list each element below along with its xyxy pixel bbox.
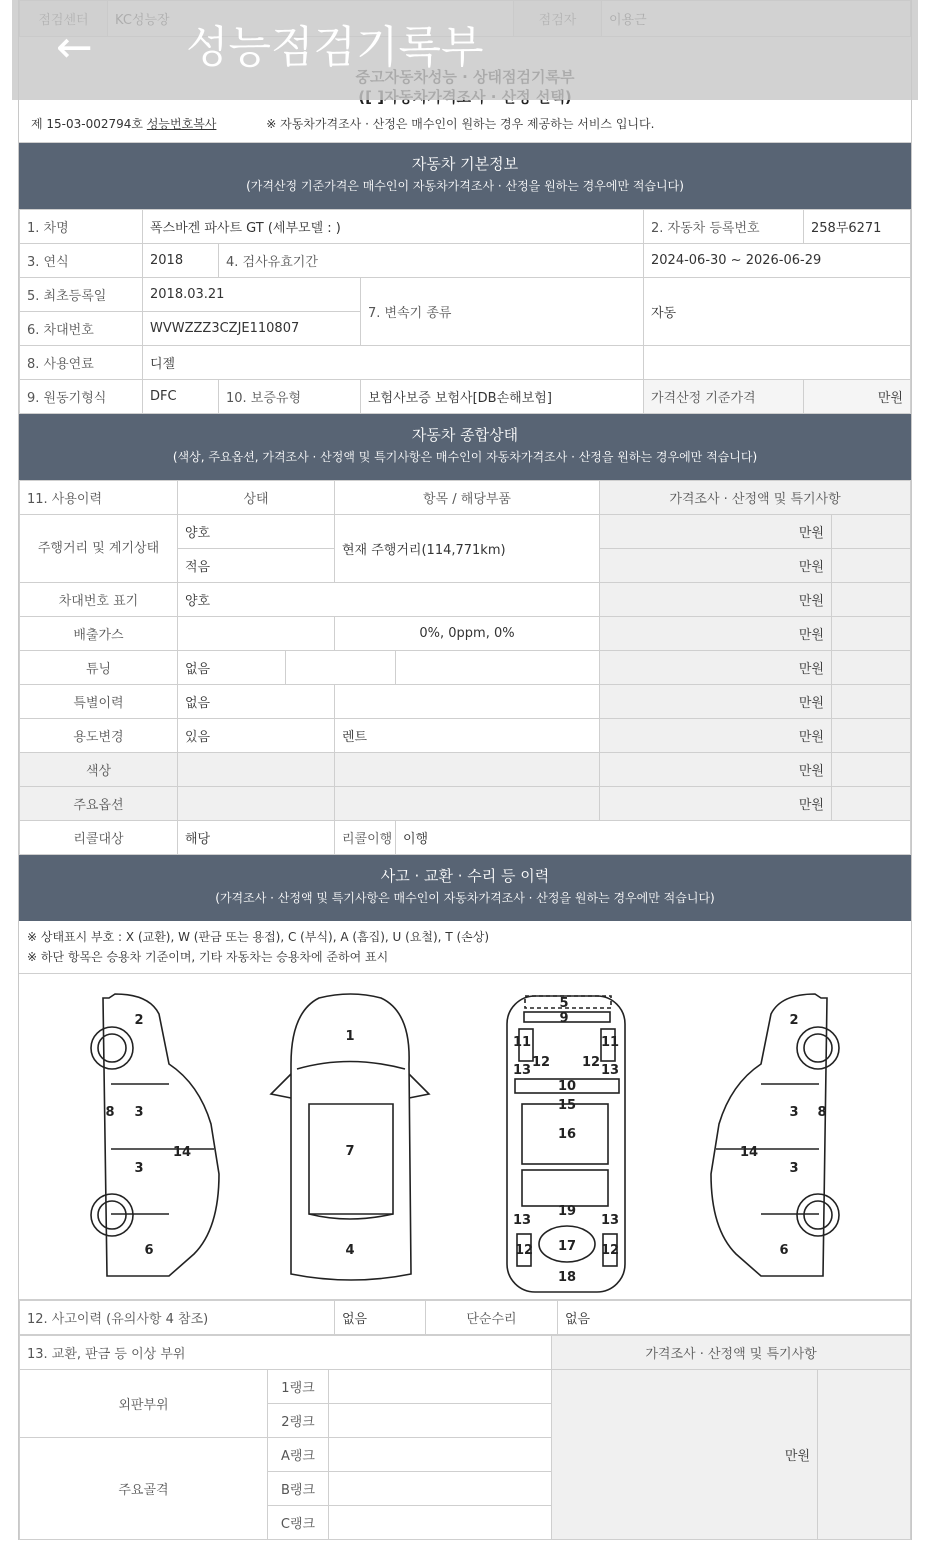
accident-value: 없음 [335, 1301, 426, 1335]
back-arrow-icon[interactable]: ← [56, 22, 93, 73]
part-label: 3 [789, 1105, 799, 1120]
part-label: 13 [600, 1063, 620, 1078]
vin-mark-price: 만원 [600, 583, 832, 617]
accident-title: 사고 · 교환 · 수리 등 이력 [380, 867, 550, 885]
tuning-state: 없음 [178, 651, 286, 685]
part-label: 10 [557, 1079, 577, 1094]
valid-period-value: 2024-06-30 ~ 2026-06-29 [644, 244, 911, 278]
part-label: 3 [134, 1105, 144, 1120]
part-label: 8 [817, 1105, 827, 1120]
emission-price: 만원 [600, 617, 832, 651]
part-label: 13 [512, 1213, 532, 1228]
reference-number: 제 15-03-002794호 [31, 117, 144, 131]
mileage-price-1: 만원 [600, 515, 832, 549]
inspection-sheet [18, 0, 912, 1540]
reg-no-label: 2. 자동차 등록번호 [644, 210, 804, 244]
special-price: 만원 [600, 685, 832, 719]
fuel-label: 8. 사용연료 [20, 346, 143, 380]
vin-mark-state: 양호 [178, 583, 600, 617]
special-label: 특별이력 [20, 685, 178, 719]
mileage-state-1: 양호 [178, 515, 335, 549]
part-label: 1 [345, 1029, 355, 1044]
transmission-label: 7. 변속기 종류 [361, 278, 644, 346]
fuel-value: 디젤 [143, 346, 644, 380]
price-unit: 만원 [804, 380, 911, 414]
part-label: 12 [600, 1243, 620, 1258]
tuning-price: 만원 [600, 651, 832, 685]
vin-value: WVWZZZ3CZJE110807 [143, 312, 361, 346]
app-title: 성능점검기록부 [186, 22, 484, 73]
left-side-car [91, 994, 219, 1276]
reg-no-value: 258무6271 [804, 210, 911, 244]
option-label: 주요옵션 [20, 787, 178, 821]
part-label: 15 [557, 1098, 577, 1113]
reference-note: ※ 자동차가격조사 · 산정은 매수인이 원하는 경우 제공하는 서비스 입니다. [266, 117, 655, 131]
part-label: 9 [559, 1011, 569, 1026]
part-label: 3 [789, 1161, 799, 1176]
legend-line-2: ※ 하단 항목은 승용차 기준이며, 기타 자동차는 승용차에 준하여 표시 [27, 950, 389, 964]
part-label: 12 [531, 1055, 551, 1070]
first-reg-value: 2018.03.21 [143, 278, 361, 312]
part-label: 5 [559, 996, 569, 1011]
year-label: 3. 연식 [20, 244, 143, 278]
frame-label: 주요골격 [20, 1438, 268, 1540]
car-name-value: 폭스바겐 파사트 GT (세부모델 : ) [143, 210, 644, 244]
car-diagram [19, 974, 911, 1300]
right-side-car [711, 994, 839, 1276]
part-label: 6 [779, 1243, 789, 1258]
rank-c: C랭크 [268, 1506, 329, 1540]
part-label: 12 [514, 1243, 534, 1258]
recall-done-label: 리콜이행 [335, 821, 396, 855]
price-label: 가격산정 기준가격 [644, 380, 804, 414]
car-name-label: 1. 차명 [20, 210, 143, 244]
recall-done-value: 이행 [396, 821, 911, 855]
simple-repair-value: 없음 [558, 1301, 911, 1335]
status-title: 자동차 종합상태 [411, 426, 519, 444]
part-label: 18 [557, 1270, 577, 1285]
accident-legend [19, 921, 911, 974]
color-label: 색상 [20, 753, 178, 787]
rank-1: 1랭크 [268, 1370, 329, 1404]
basic-info-table [19, 209, 911, 414]
vin-mark-label: 차대번호 표기 [20, 583, 178, 617]
part-label: 12 [581, 1055, 601, 1070]
part-label: 4 [345, 1243, 355, 1258]
rank-b: B랭크 [268, 1472, 329, 1506]
use-change-label: 용도변경 [20, 719, 178, 753]
recall-label: 리콜대상 [20, 821, 178, 855]
status-col-state: 상태 [178, 481, 335, 515]
vin-label: 6. 차대번호 [20, 312, 143, 346]
status-col-price: 가격조사 · 산정액 및 특기사항 [600, 481, 911, 515]
transmission-value: 자동 [644, 278, 911, 346]
part-label: 11 [512, 1035, 532, 1050]
exchange-label: 13. 교환, 판금 등 이상 부위 [20, 1336, 552, 1370]
basic-info-header [19, 143, 911, 209]
reference-line [19, 107, 911, 143]
simple-repair-label: 단순수리 [426, 1301, 558, 1335]
rank-a: A랭크 [268, 1438, 329, 1472]
mileage-value: 현재 주행거리(114,771km) [335, 515, 600, 583]
part-label: 14 [172, 1145, 192, 1160]
status-table [19, 480, 911, 855]
mileage-label: 주행거리 및 계기상태 [20, 515, 178, 583]
accident-label: 12. 사고이력 (유의사항 4 참조) [20, 1301, 335, 1335]
emission-label: 배출가스 [20, 617, 178, 651]
basic-info-subtitle: (가격산정 기준가격은 매수인이 자동차가격조사 · 산정을 원하는 경우에만 적습니다) [246, 179, 684, 193]
warranty-label: 10. 보증유형 [219, 380, 361, 414]
legend-line-1: ※ 상태표시 부호 : X (교환), W (판금 또는 용접), C (부식), A (흠집), U (요철), T (손상) [27, 930, 490, 944]
part-label: 16 [557, 1127, 577, 1142]
exchange-price-unit: 만원 [552, 1370, 818, 1540]
status-col-item: 항목 / 해당부품 [335, 481, 600, 515]
mileage-price-2: 만원 [600, 549, 832, 583]
part-label: 13 [600, 1213, 620, 1228]
warranty-value: 보험사보증 보험사[DB손해보험] [361, 380, 644, 414]
car-diagram-svg [19, 974, 911, 1300]
engine-value: DFC [143, 380, 219, 414]
use-change-value: 렌트 [335, 719, 600, 753]
status-header [19, 414, 911, 480]
use-change-price: 만원 [600, 719, 832, 753]
emission-value: 0%, 0ppm, 0% [335, 617, 600, 651]
tuning-label: 튜닝 [20, 651, 178, 685]
part-label: 3 [134, 1161, 144, 1176]
app-bar [12, 0, 918, 100]
special-state: 없음 [178, 685, 335, 719]
part-label: 7 [345, 1144, 355, 1159]
status-col-history: 11. 사용이력 [20, 481, 178, 515]
part-label: 6 [144, 1243, 154, 1258]
use-change-state: 있음 [178, 719, 335, 753]
first-reg-label: 5. 최초등록일 [20, 278, 143, 312]
exchange-table [19, 1335, 911, 1540]
rank-2: 2랭크 [268, 1404, 329, 1438]
part-label: 8 [105, 1105, 115, 1120]
part-label: 17 [557, 1239, 577, 1254]
part-label: 19 [557, 1204, 577, 1219]
part-label: 2 [789, 1013, 799, 1028]
accident-subtitle: (가격조사 · 산정액 및 특기사항은 매수인이 자동차가격조사 · 산정을 원하는 경우에만 적습니다) [215, 891, 715, 905]
mileage-state-2: 적음 [178, 549, 335, 583]
part-label: 11 [600, 1035, 620, 1050]
exchange-price-col: 가격조사 · 산정액 및 특기사항 [552, 1336, 911, 1370]
year-value: 2018 [143, 244, 219, 278]
accident-table [19, 1300, 911, 1335]
status-subtitle: (색상, 주요옵션, 가격조사 · 산정액 및 특기사항은 매수인이 자동차가격조사 · 산정을 원하는 경우에만 적습니다) [172, 450, 758, 464]
part-label: 13 [512, 1063, 532, 1078]
accident-header [19, 855, 911, 921]
color-price: 만원 [600, 753, 832, 787]
valid-period-label: 4. 검사유효기간 [219, 244, 644, 278]
option-price: 만원 [600, 787, 832, 821]
part-label: 2 [134, 1013, 144, 1028]
basic-info-title: 자동차 기본정보 [411, 155, 519, 173]
engine-label: 9. 원동기형식 [20, 380, 143, 414]
part-label: 14 [739, 1145, 759, 1160]
outer-panel-label: 외판부위 [20, 1370, 268, 1438]
copy-number-link[interactable]: 성능번호복사 [146, 117, 217, 131]
recall-state: 해당 [178, 821, 335, 855]
